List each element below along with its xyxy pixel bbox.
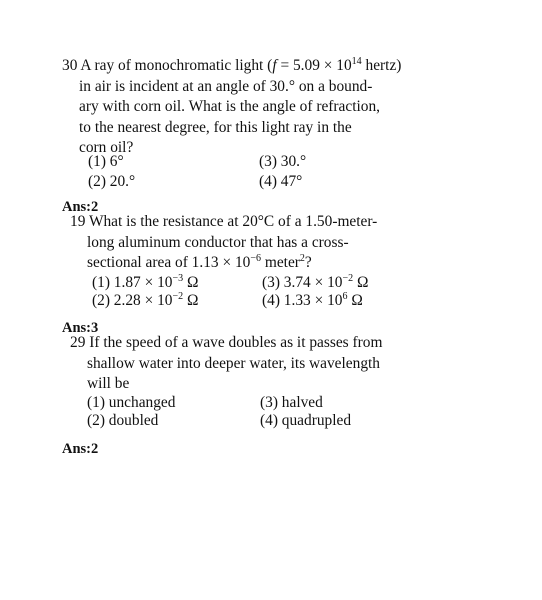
answer-label: Ans:2: [62, 199, 99, 215]
question-line: in air is incident at an angle of 30.° on a bound-: [79, 77, 373, 95]
answer-label: Ans:2: [62, 441, 99, 457]
question-line: sectional area of $1.13 \times 10^{-6}$ meter$^2$?: [87, 253, 312, 271]
question-line: long aluminum conductor that has a cross-: [87, 233, 349, 251]
choice-1: (1) $1.87 \times 10^{-3}$ Ω: [92, 273, 199, 291]
question-number: 30: [62, 57, 78, 74]
question-number: 19: [70, 213, 86, 230]
question-29: [70, 333, 382, 395]
choice-2: (2) doubled: [87, 412, 159, 429]
question-line: shallow water into deeper water, its wavelength: [87, 354, 380, 372]
choice-3: (3) $3.74 \times 10^{-2}$ Ω: [262, 273, 369, 291]
question-line: 30 A ray of monochromatic light ($f = 5.09 \times 10^{14}$ hertz): [62, 56, 401, 77]
choice-1: (1) unchanged: [87, 394, 176, 411]
question-line: to the nearest degree, for this light ray in the: [79, 118, 352, 136]
choice-4: (4) quadrupled: [260, 412, 352, 429]
question-line: 29 If the speed of a wave doubles as it passes from: [70, 333, 382, 354]
question-number: 29: [70, 334, 86, 351]
choice-4: (4) $1.33 \times 10^6$ Ω: [262, 291, 363, 309]
choice-2: (2) $2.28 \times 10^{-2}$ Ω: [92, 291, 199, 309]
answer-label: Ans:3: [62, 320, 99, 336]
choice-2: (2) 20.°: [88, 173, 136, 190]
question-30: [62, 56, 401, 159]
question-line: ary with corn oil. What is the angle of refraction,: [79, 98, 381, 115]
choice-1: (1) 6°: [88, 153, 124, 170]
question-line: will be: [87, 375, 130, 392]
choice-3: (3) 30.°: [259, 153, 307, 170]
choice-3: (3) halved: [260, 394, 323, 411]
choice-4: (4) 47°: [259, 173, 303, 190]
question-19: [70, 212, 377, 274]
question-line: 19 What is the resistance at 20°C of a 1.50-meter-: [70, 212, 377, 233]
question-line: corn oil?: [79, 139, 134, 156]
